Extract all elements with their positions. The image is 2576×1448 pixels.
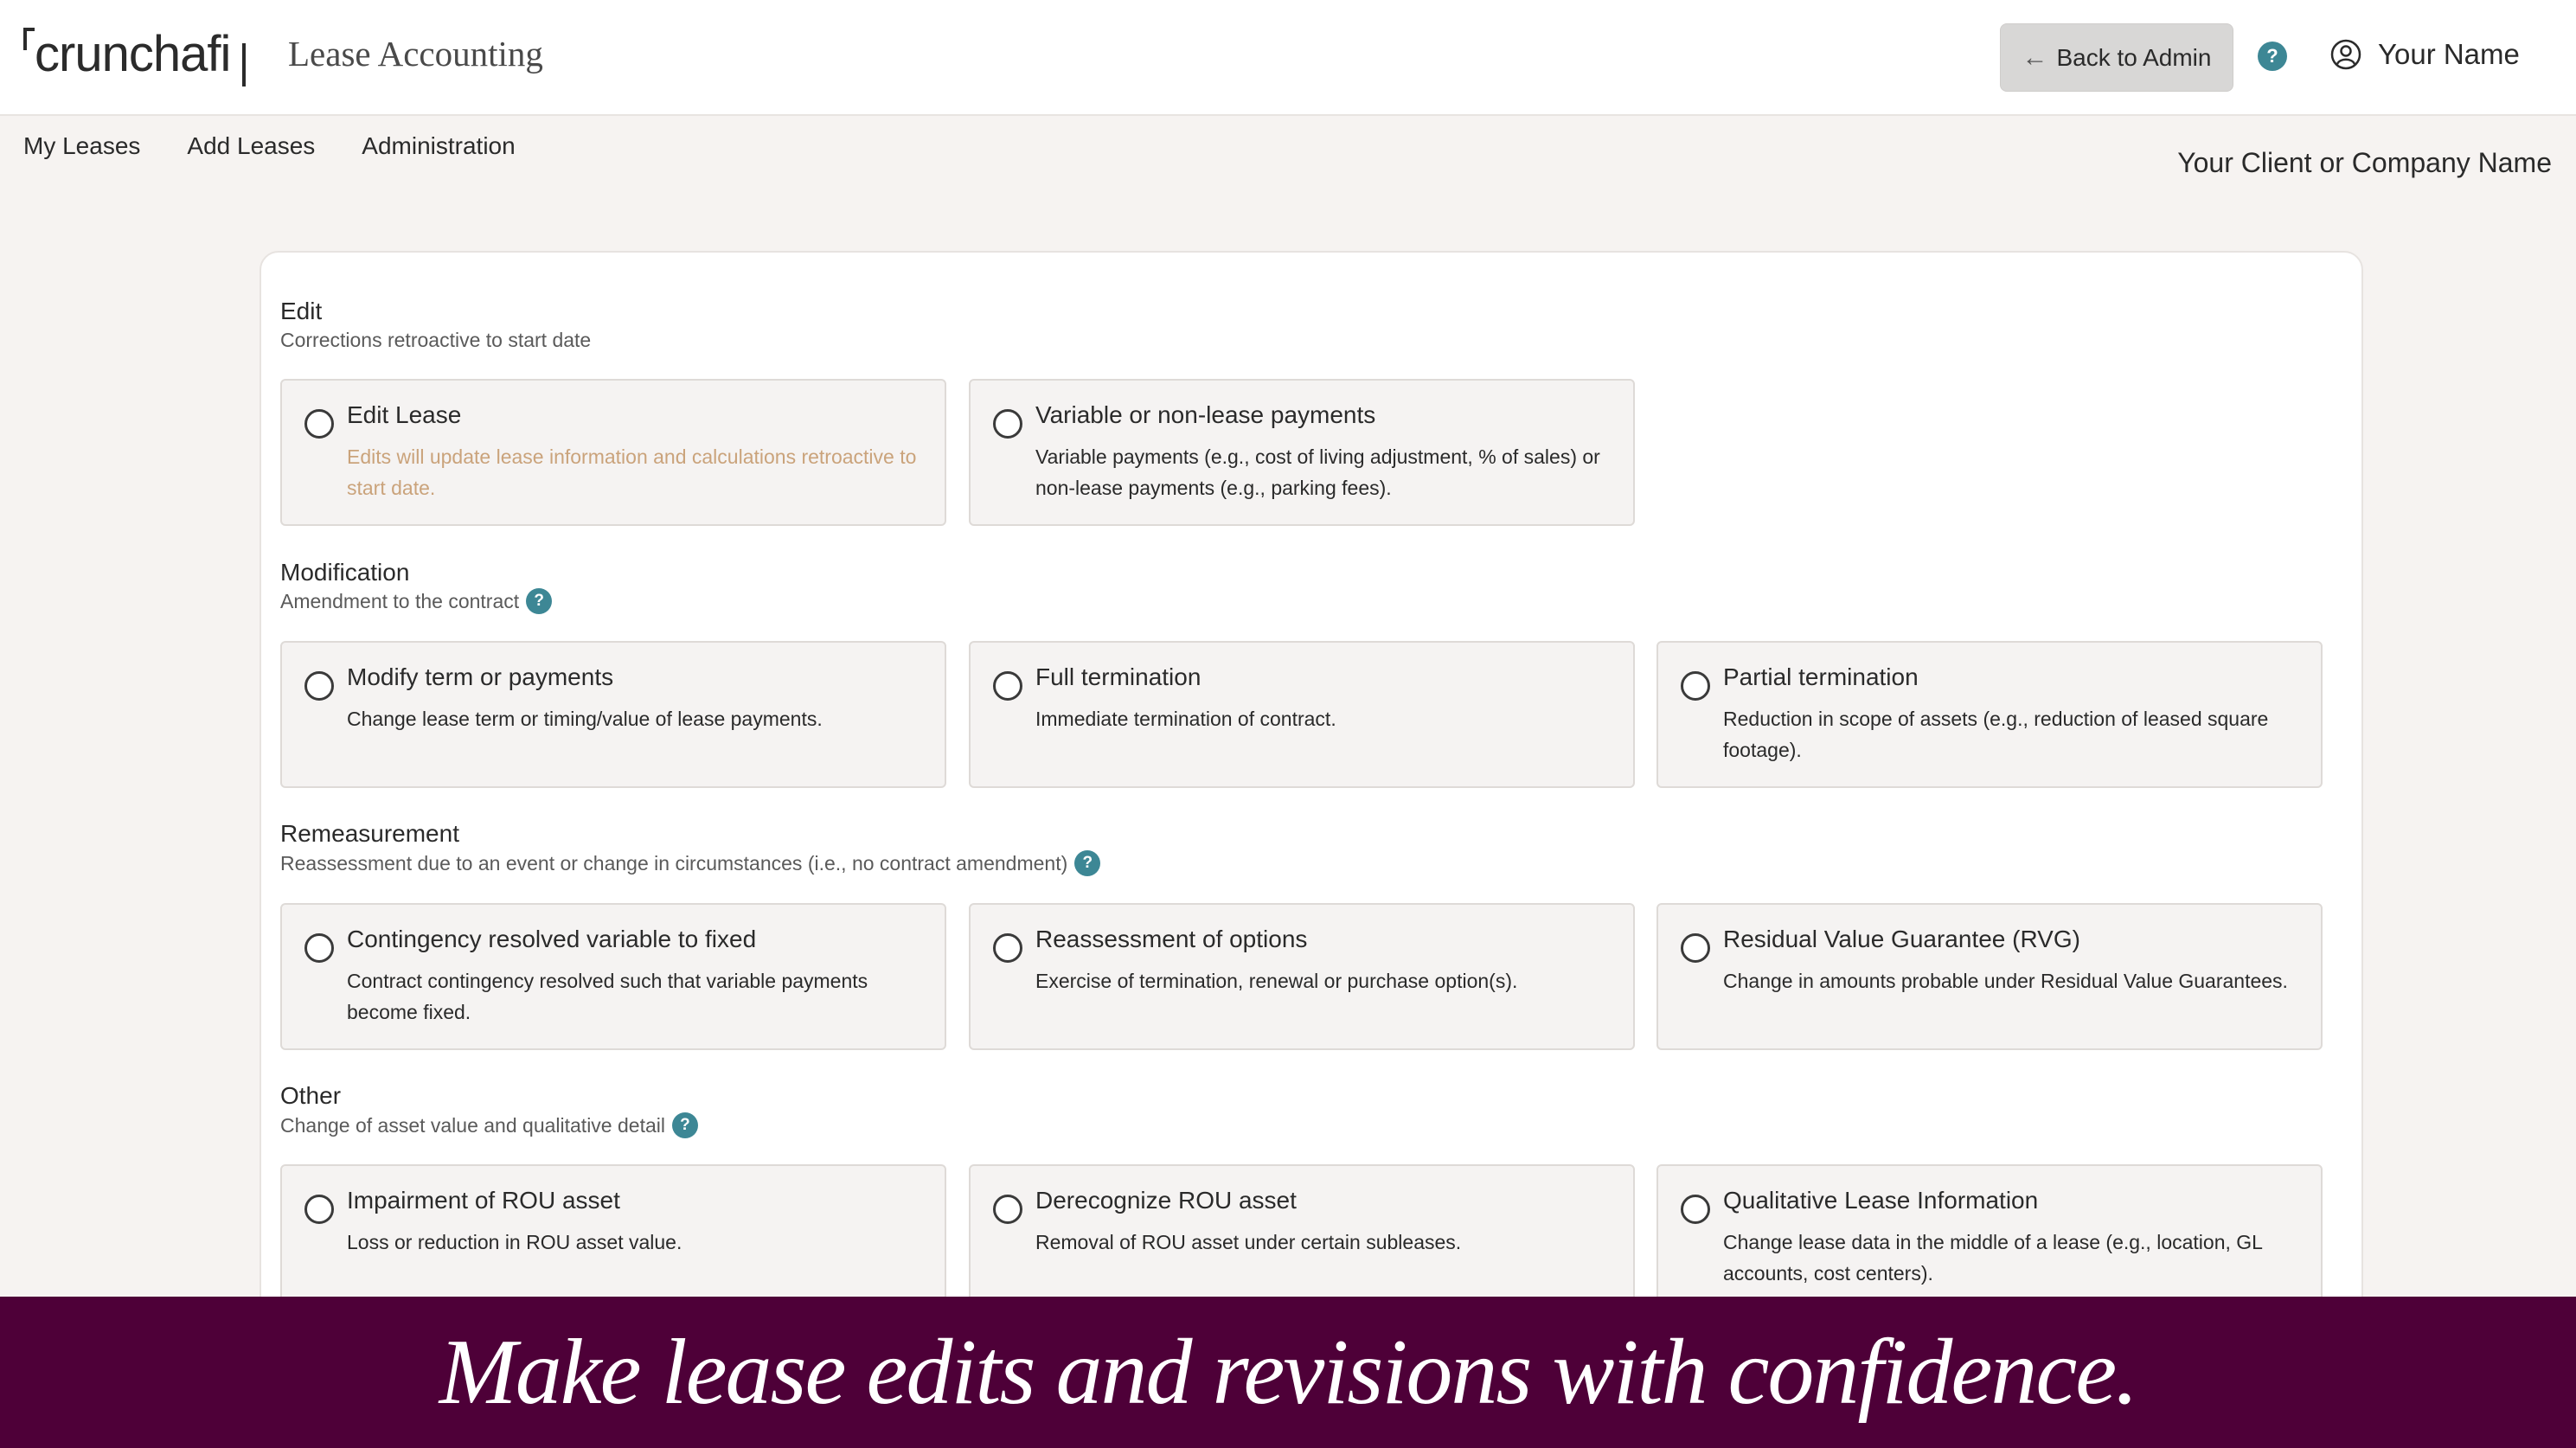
help-icon[interactable]: ? [672, 1112, 698, 1138]
option-title: Edit Lease [347, 401, 462, 428]
option-description: Change lease data in the middle of a lease (e.g., location, GL accounts, cost centers). [1723, 1231, 2263, 1285]
user-avatar-icon [2329, 38, 2362, 71]
radio-button[interactable] [304, 671, 334, 701]
section-subtitle-modification [280, 588, 552, 614]
logo-text: crunchafi [35, 26, 231, 82]
section-title-modification: Modification [280, 559, 410, 586]
arrow-left-icon: ← [2022, 42, 2048, 72]
nav-administration[interactable]: Administration [362, 132, 516, 159]
section-subtitle-edit [280, 329, 591, 352]
option-variable-payments[interactable] [969, 379, 1635, 526]
radio-button[interactable] [304, 409, 334, 439]
main-nav [23, 132, 516, 160]
help-icon[interactable]: ? [1074, 850, 1100, 876]
banner-text: Make lease edits and revisions with confidence. [439, 1320, 2137, 1424]
option-description: Change lease term or timing/value of lease payments. [347, 708, 823, 730]
section-subtitle-text: Corrections retroactive to start date [280, 329, 592, 351]
company-name: Your Client or Company Name [2177, 147, 2552, 178]
section-subtitle-other [280, 1112, 698, 1138]
option-description: Removal of ROU asset under certain subleases. [1035, 1231, 1462, 1253]
logo-bracket-right-icon [242, 42, 256, 90]
option-full-termination[interactable] [969, 641, 1635, 788]
option-title: Contingency resolved variable to fixed [347, 926, 757, 952]
section-subtitle-text: Reassessment due to an event or change in circumstances (i.e., no contract amendment) [280, 851, 1068, 875]
help-icon[interactable]: ? [526, 588, 552, 614]
user-menu[interactable] [2329, 38, 2520, 71]
option-description: Loss or reduction in ROU asset value. [347, 1231, 682, 1253]
option-title: Partial termination [1723, 663, 1919, 690]
radio-button[interactable] [304, 933, 334, 963]
radio-button[interactable] [1681, 1195, 1710, 1224]
option-description: Immediate termination of contract. [1035, 708, 1336, 730]
option-description: Change in amounts probable under Residual Value Guarantees. [1723, 970, 2288, 992]
radio-button[interactable] [1681, 671, 1710, 701]
option-description: Edits will update lease information and calculations retroactive to start date. [347, 445, 917, 499]
radio-button[interactable] [993, 1195, 1022, 1224]
option-edit-lease[interactable] [280, 379, 946, 526]
option-title: Modify term or payments [347, 663, 614, 690]
option-description: Exercise of termination, renewal or purchase option(s). [1035, 970, 1518, 992]
option-partial-termination[interactable] [1656, 641, 2323, 788]
option-title: Impairment of ROU asset [347, 1187, 620, 1214]
option-qualitative-lease-info[interactable] [1656, 1164, 2323, 1311]
radio-button[interactable] [1681, 933, 1710, 963]
option-description: Reduction in scope of assets (e.g., reduction of leased square footage). [1723, 708, 2269, 761]
option-derecognize-rou[interactable] [969, 1164, 1635, 1311]
option-title: Derecognize ROU asset [1035, 1187, 1297, 1214]
section-title-remeasurement: Remeasurement [280, 820, 459, 847]
option-description: Contract contingency resolved such that variable payments become fixed. [347, 970, 868, 1023]
option-title: Residual Value Guarantee (RVG) [1723, 926, 2080, 952]
radio-button[interactable] [993, 409, 1022, 439]
option-title: Qualitative Lease Information [1723, 1187, 2039, 1214]
option-title: Variable or non-lease payments [1035, 401, 1376, 428]
lease-action-card [260, 251, 2363, 1448]
nav-my-leases[interactable]: My Leases [23, 132, 141, 159]
nav-add-leases[interactable]: Add Leases [187, 132, 316, 159]
back-to-admin-button[interactable] [2000, 23, 2233, 92]
user-name: Your Name [2378, 38, 2520, 70]
app-title: Lease Accounting [288, 34, 543, 74]
option-description: Variable payments (e.g., cost of living adjustment, % of sales) or non-lease payments (e.g., parking fees). [1035, 445, 1600, 499]
option-modify-term[interactable] [280, 641, 946, 788]
logo[interactable] [22, 24, 256, 93]
section-title-other: Other [280, 1082, 342, 1109]
section-subtitle-text: Change of asset value and qualitative detail [280, 1113, 665, 1137]
help-icon[interactable]: ? [2258, 42, 2287, 71]
option-reassessment-of-options[interactable] [969, 903, 1635, 1050]
section-title-edit: Edit [280, 298, 323, 324]
top-header [0, 0, 2576, 116]
option-rvg[interactable] [1656, 903, 2323, 1050]
section-subtitle-text: Amendment to the contract [280, 589, 520, 612]
promo-banner [0, 1297, 2576, 1448]
radio-button[interactable] [993, 933, 1022, 963]
back-to-admin-label: Back to Admin [2056, 43, 2212, 71]
option-contingency-resolved[interactable] [280, 903, 946, 1050]
option-title: Full termination [1035, 663, 1201, 690]
radio-button[interactable] [993, 671, 1022, 701]
option-impairment-rou[interactable] [280, 1164, 946, 1311]
option-title: Reassessment of options [1035, 926, 1308, 952]
radio-button[interactable] [304, 1195, 334, 1224]
section-subtitle-remeasurement [280, 850, 1100, 876]
